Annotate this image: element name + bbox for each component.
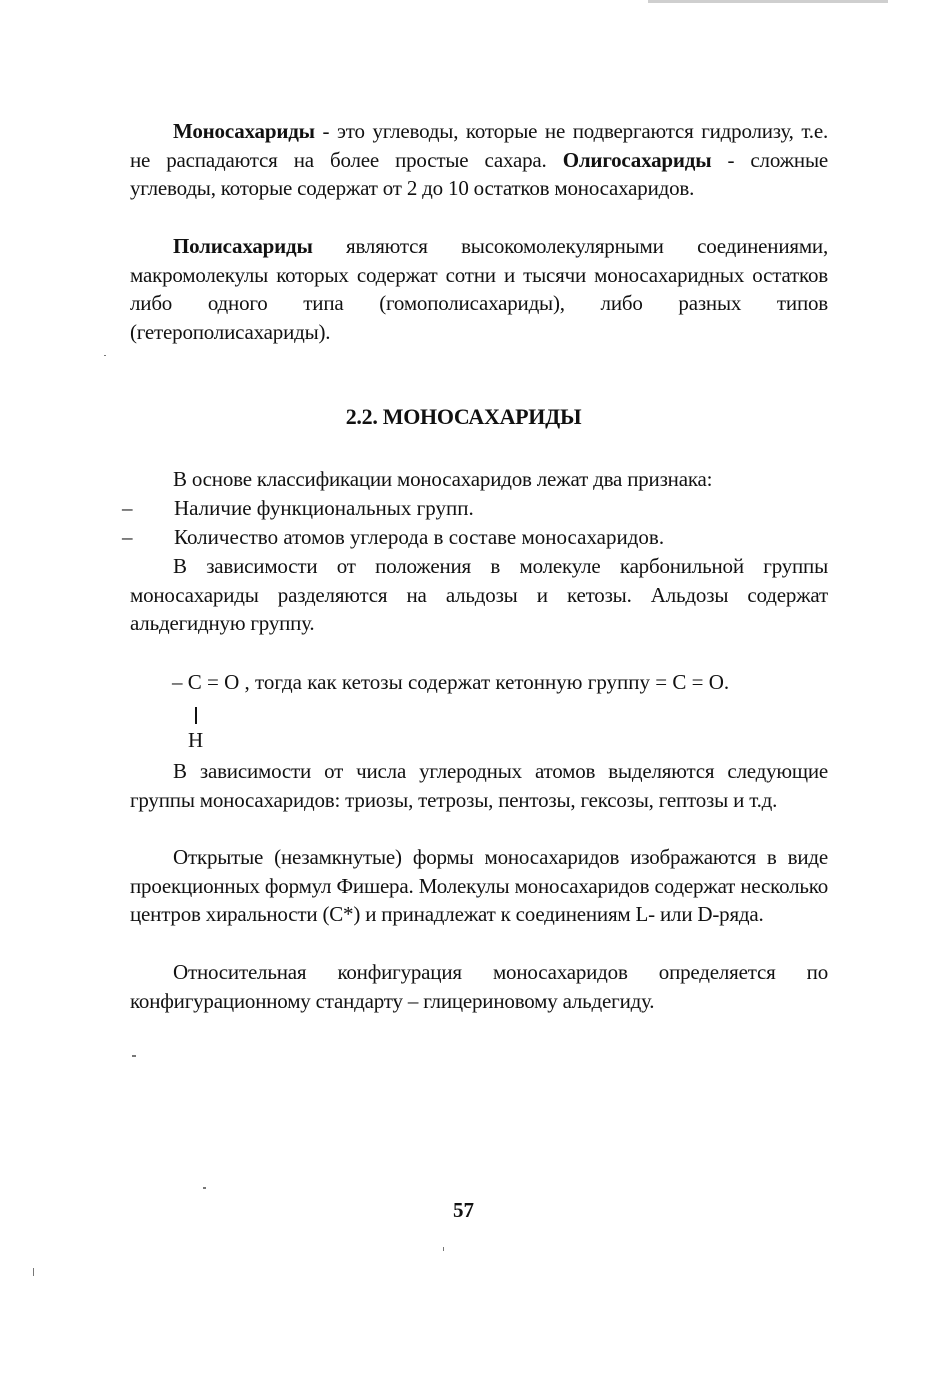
formula-bond-line [195, 707, 197, 724]
list-dash: – [122, 496, 133, 520]
page-number: 57 [453, 1198, 474, 1222]
scan-speck [203, 1187, 206, 1189]
paragraph-carbonyl: В зависимости от положения в молекуле карбонильной группы моносахариды разделяются на альдозы и кетозы. Альдозы содержат альдегидную группу. [130, 554, 828, 635]
paragraph-fischer: Открытые (незамкнутые) формы моносахаридов изображаются в виде проекционных формул Фишера. Молекулы моносахаридов содержат несколько центров хиральности (C*) и принадлежат к соединениям L- или D-ряда. [130, 845, 828, 926]
definition-monosaccharides: - это углеводы, которые не подвергаются гидролизу, т.е. не распадаются на более простые сахара. [130, 119, 828, 172]
list-item [122, 523, 664, 551]
scan-speck [443, 1247, 444, 1251]
term-monosaccharides: Моносахариды [173, 119, 315, 143]
scan-speck [104, 355, 106, 356]
list-item-text: Наличие функциональных групп. [174, 496, 474, 520]
scan-speck [132, 1055, 136, 1057]
definition-polysaccharides: являются высокомолекулярными соединениями, макромолекулы которых содержат сотни и тысячи моносахаридных остатков либо одного типа (гомополисахариды), либо разных типов (гетерополисахариды). [130, 234, 828, 344]
paragraph-carbon-count: В зависимости от числа углеродных атомов выделяются следующие группы моносахаридов: триозы, тетрозы, пентозы, гексозы, гептозы и т.д. [130, 759, 828, 812]
term-oligosaccharides: Олигосахариды [562, 147, 712, 172]
aldehyde-formula: – C = O , тогда как кетозы содержат кетонную группу = C = O. [172, 670, 730, 694]
list-item-text: Количество атомов углерода в составе моносахаридов. [174, 525, 665, 549]
scan-edge-mark [648, 0, 888, 3]
term-polysaccharides: Полисахариды [173, 234, 313, 258]
definition-oligosaccharides: - сложные углеводы, которые содержат от 2 до 10 остатков моносахаридов. [130, 147, 828, 200]
scan-speck [33, 1268, 34, 1276]
paragraph-configuration: Относительная конфигурация моносахаридов определяется по конфигурационному стандарту – глицериновому альдегиду. [130, 960, 828, 1013]
formula-hydrogen: H [188, 728, 204, 752]
classification-intro: В основе классификации моносахаридов лежат два признака: [173, 467, 713, 491]
paragraph-definitions [130, 117, 828, 203]
list-item [122, 494, 474, 522]
section-heading: 2.2. МОНОСАХАРИДЫ [345, 404, 582, 429]
paragraph-polysaccharides [130, 232, 828, 346]
list-dash: – [122, 525, 133, 549]
